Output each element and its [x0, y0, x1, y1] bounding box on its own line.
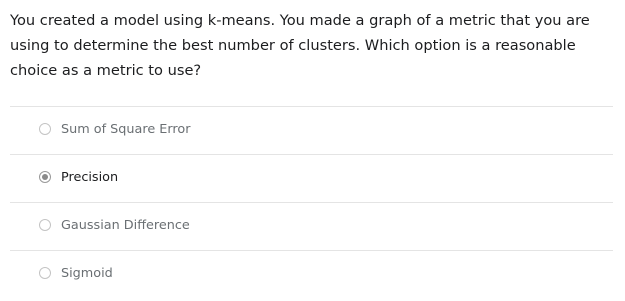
question-text: You created a model using k-means. You made a graph of a metric that you are using to determine the best number of clusters. Which option is a reasonable choice as a metric to use? [10, 12, 590, 79]
option-gaussian-difference[interactable] [10, 202, 613, 250]
option-label: Sigmoid [61, 266, 113, 281]
option-label: Precision [61, 170, 119, 185]
option-sum-of-square-error[interactable] [10, 106, 613, 154]
option-precision[interactable] [10, 154, 613, 202]
radio-button[interactable] [39, 123, 51, 135]
radio-button[interactable] [39, 267, 51, 279]
option-label: Gaussian Difference [61, 218, 190, 233]
option-sigmoid[interactable] [10, 250, 613, 298]
radio-button[interactable] [39, 219, 51, 231]
answer-options [10, 106, 613, 298]
option-label: Sum of Square Error [61, 122, 191, 137]
radio-button-selected[interactable] [39, 171, 51, 183]
